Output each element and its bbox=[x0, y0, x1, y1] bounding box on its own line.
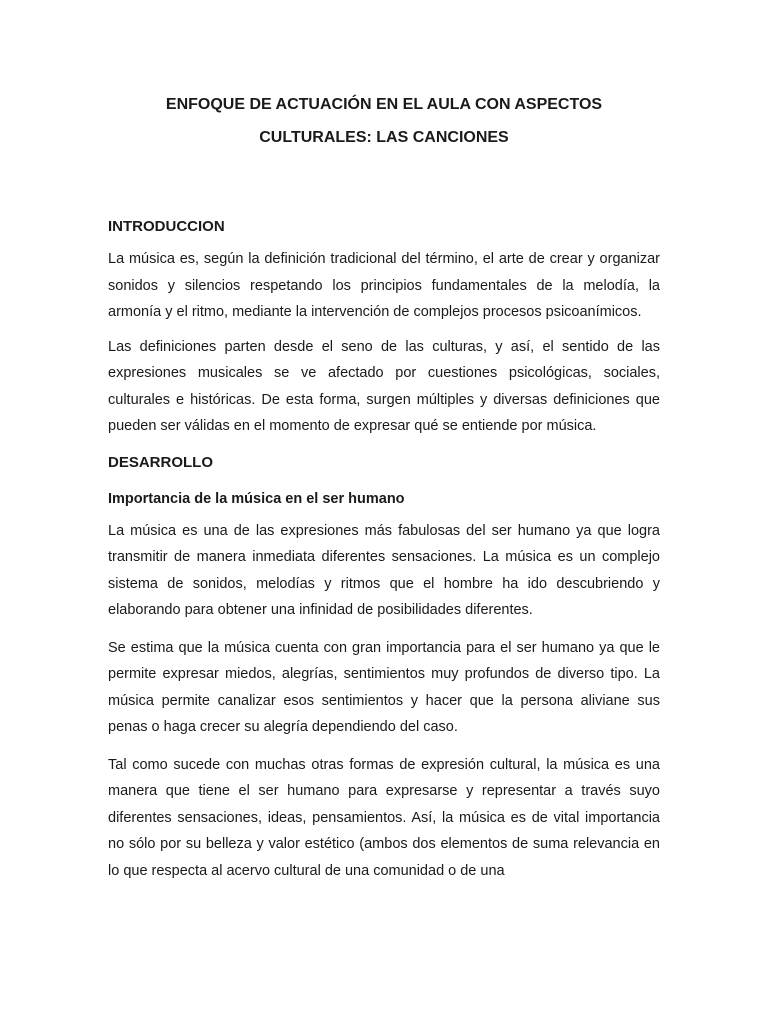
intro-paragraph-2: Las definiciones parten desde el seno de las culturas, y así, el sentido de las expresiones musicales se ve afectado por cuestiones psicológicas, sociales, culturales e históricas. De esta forma, surgen múltiples y diversas definiciones que pueden ser válidas en el momento de expresar qué se entiende por música. bbox=[108, 338, 660, 434]
document-title-line-2: CULTURALES: LAS CANCIONES bbox=[259, 129, 509, 146]
development-paragraph-3: Tal como sucede con muchas otras formas de expresión cultural, la música es una manera que tiene el ser humano para expresarse y representar a través suyo diferentes sensaciones, ideas, pensamientos. Así, la música es de vital importancia no sólo por su belleza y valor estético (ambos dos elementos de suma relevancia en lo que respecta al acervo cultural de una comunidad o de una bbox=[108, 756, 660, 879]
intro-paragraph-1: La música es, según la definición tradicional del término, el arte de crear y organizar sonidos y silencios respetando los principios fundamentales de la melodía, la armonía y el ritmo, mediante la intervención de complejos procesos psicoanímicos. bbox=[108, 251, 660, 320]
subsection-heading-importancia: Importancia de la música en el ser humano bbox=[108, 490, 405, 507]
development-paragraph-1: La música es una de las expresiones más fabulosas del ser humano ya que logra transmitir de manera inmediata diferentes sensaciones. La música es un complejo sistema de sonidos, melodías y ritmos que el hombre ha ido descubriendo y elaborando para obtener una infinidad de posibilidades diferentes. bbox=[108, 522, 660, 618]
section-heading-introduccion: INTRODUCCION bbox=[108, 218, 225, 235]
document-title bbox=[108, 88, 660, 154]
document-title-line-1: ENFOQUE DE ACTUACIÓN EN EL AULA CON ASPECTOS bbox=[165, 96, 603, 113]
development-paragraph-2: Se estima que la música cuenta con gran importancia para el ser humano ya que le permite expresar miedos, alegrías, sentimientos muy profundos de diverso tipo. La música permite canalizar esos sentimientos y hacer que la persona aliviane sus penas o haga crecer su alegría dependiendo del caso. bbox=[108, 639, 660, 735]
section-heading-desarrollo: DESARROLLO bbox=[108, 453, 213, 471]
